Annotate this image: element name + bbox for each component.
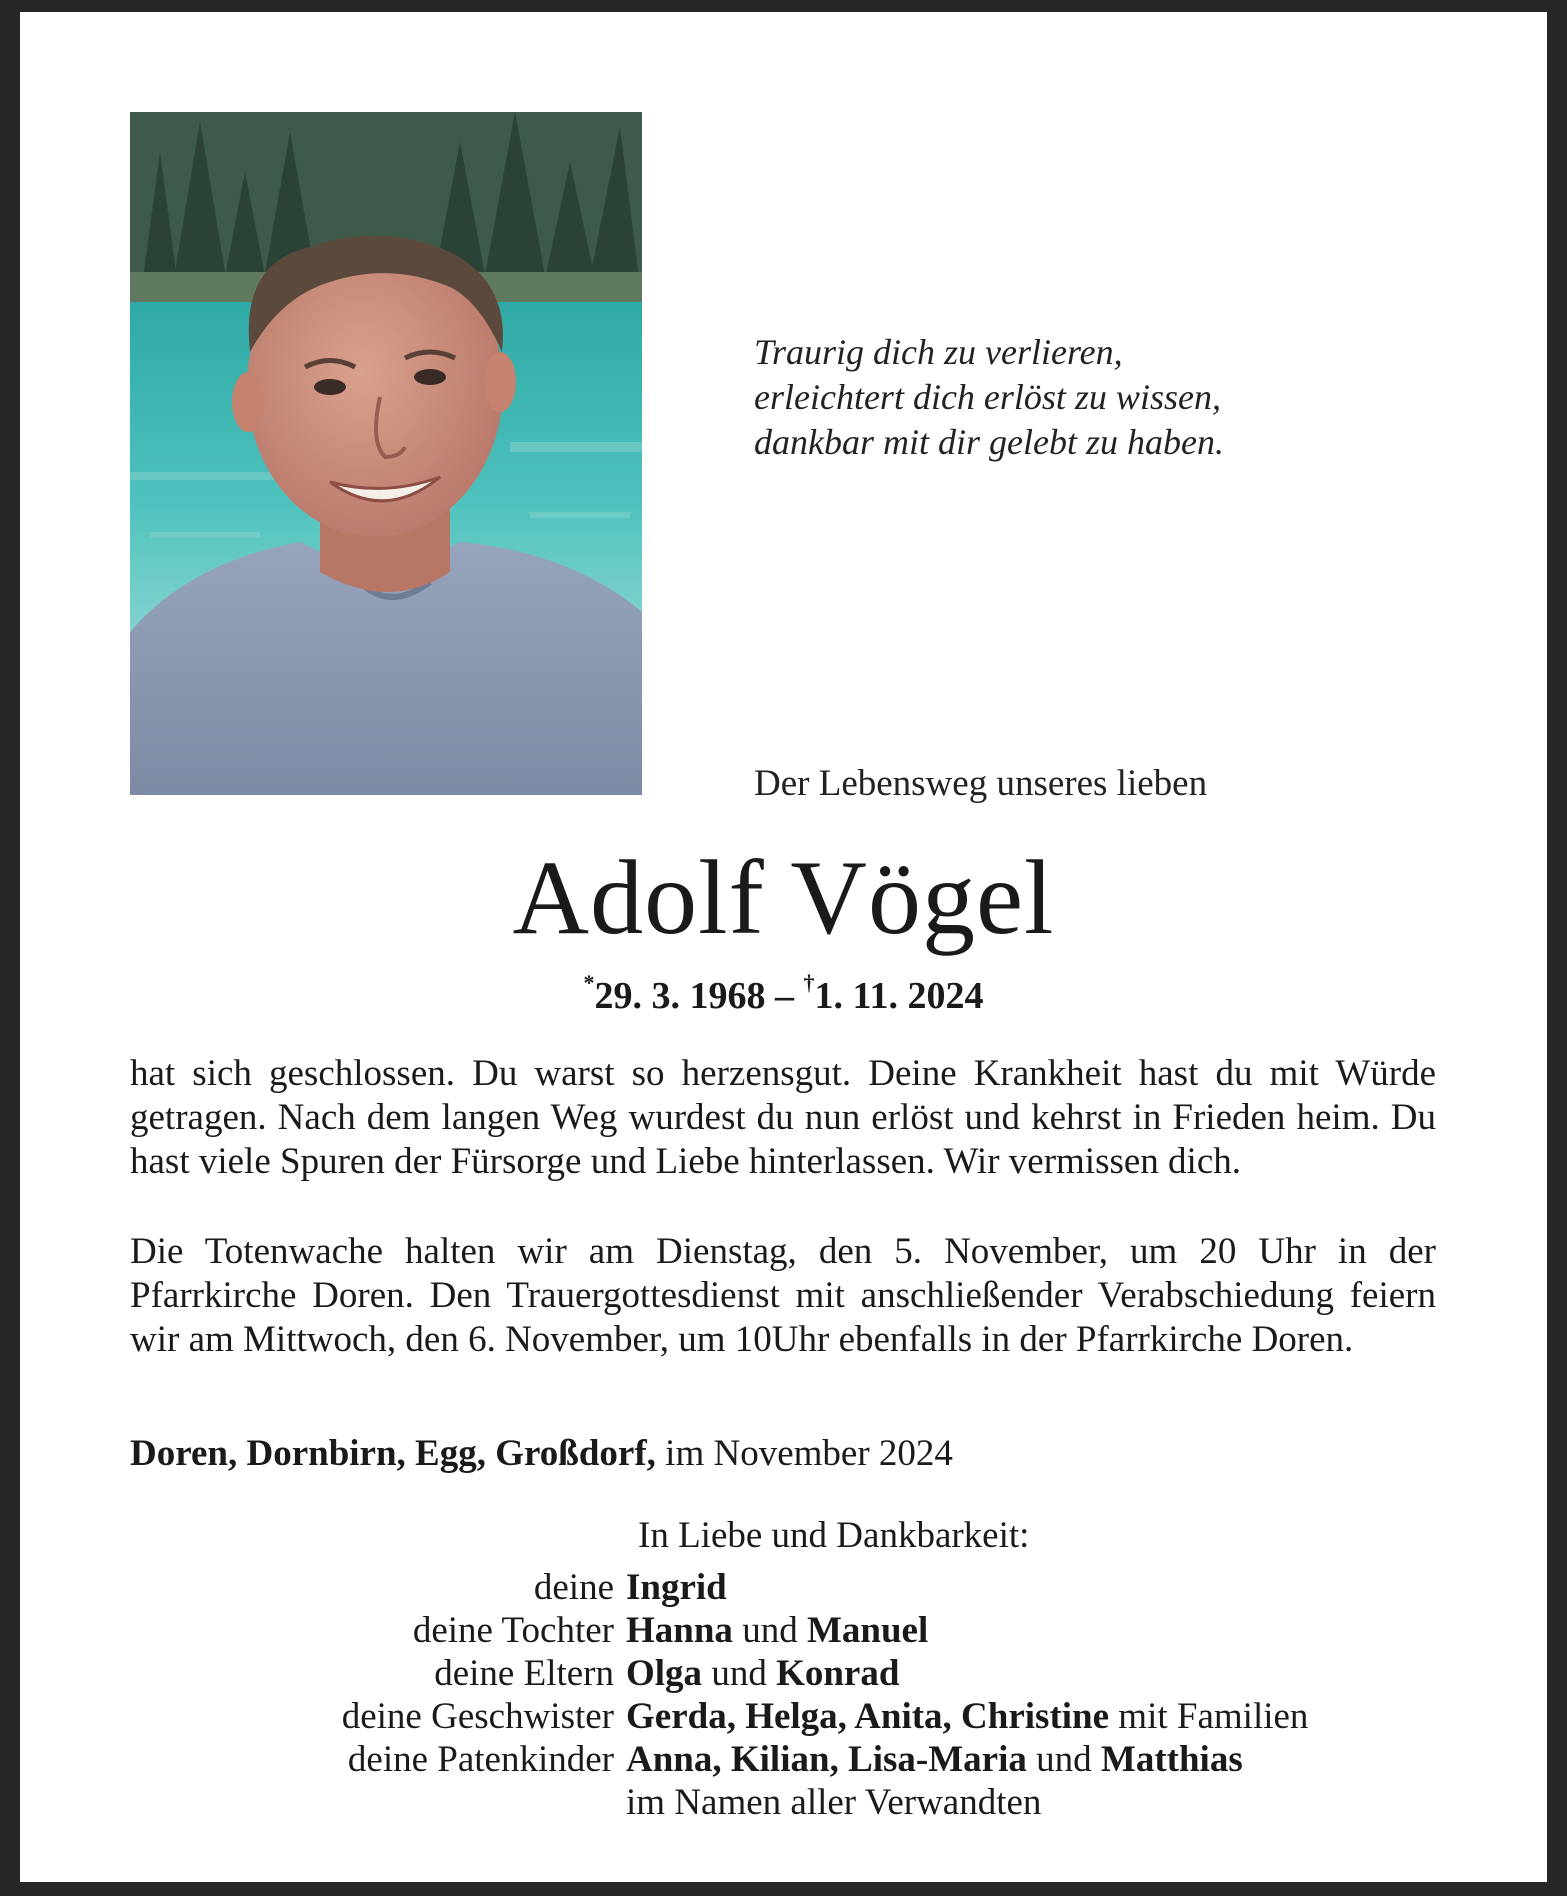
place-towns: Doren, Dornbirn, Egg, Großdorf, [130, 1433, 656, 1474]
death-date: 1. 11. 2024 [814, 975, 984, 1017]
family-connector: im Namen aller Verwandten [626, 1782, 1042, 1823]
family-connector: und [702, 1653, 777, 1694]
family-relation: deine Geschwister [341, 1696, 614, 1737]
date-separator: – [765, 975, 804, 1017]
life-dates [0, 970, 1567, 1018]
intro-line: Der Lebensweg unseres lieben [754, 763, 1208, 804]
service-paragraph: Die Totenwache halten wir am Dienstag, den 5. November, um 20 Uhr in der Pfarrkirche Doren. Den Trauergottesdienst mit anschließender Verabschiedung feiern wir am Mittwoch, den 6. November, um 10Uhr ebenfalls in der Pfarrkirche Doren. [130, 1231, 1436, 1360]
deceased-name: Adolf Vögel [512, 839, 1055, 956]
family-row [130, 1609, 1460, 1652]
verse-line: dankbar mit dir gelebt zu haben. [754, 422, 1224, 462]
family-member-name: Hanna [626, 1610, 733, 1651]
family-member-name: Ingrid [626, 1567, 727, 1608]
place-date: im November 2024 [655, 1433, 953, 1474]
verse-line: erleichtert dich erlöst zu wissen, [754, 377, 1221, 417]
family-row [130, 1695, 1460, 1738]
family-member-name: Olga [626, 1653, 703, 1694]
family-relation: deine Tochter [412, 1610, 614, 1651]
family-names [626, 1652, 1460, 1695]
memorial-verse [754, 330, 1474, 465]
birth-symbol: * [583, 970, 595, 996]
family-member-name: Anna, Kilian, Lisa-Maria [626, 1739, 1027, 1780]
family-names [626, 1738, 1460, 1781]
family-member-name: Gerda, Helga, Anita, Christine [626, 1696, 1110, 1737]
birth-date: 29. 3. 1968 [594, 975, 766, 1017]
family-row [130, 1566, 1460, 1609]
family-connector: und [732, 1610, 807, 1651]
portrait-photo [130, 112, 642, 795]
family-relation: deine Patenkinder [347, 1739, 614, 1780]
family-row [130, 1652, 1460, 1695]
family-row [130, 1738, 1460, 1781]
family-names [626, 1781, 1460, 1824]
family-member-name: Manuel [806, 1610, 929, 1651]
tribute-paragraph: hat sich geschlossen. Du warst so herzensgut. Deine Krankheit hast du mit Würde getragen. Nach dem langen Weg wurdest du nun erlöst und kehrst in Frieden heim. Du hast viele Spuren der Fürsorge und Liebe hinterlassen. Wir vermissen dich. [130, 1053, 1436, 1182]
family-names [626, 1566, 1460, 1609]
family-member-name: Konrad [776, 1653, 900, 1694]
family-connector: mit Familien [1109, 1696, 1309, 1737]
family-names [626, 1695, 1460, 1738]
family-relation: deine [533, 1567, 614, 1608]
closing-line: In Liebe und Dankbarkeit: [638, 1515, 1030, 1556]
family-names [626, 1609, 1460, 1652]
family-member-name: Matthias [1100, 1739, 1243, 1780]
family-connector: und [1026, 1739, 1101, 1780]
family-row [130, 1781, 1460, 1824]
place-date-line [130, 1432, 953, 1475]
verse-line: Traurig dich zu verlieren, [754, 332, 1123, 372]
family-list [130, 1566, 1460, 1824]
death-symbol: † [803, 970, 815, 996]
family-relation [130, 1781, 626, 1824]
family-relation: deine Eltern [434, 1653, 614, 1694]
